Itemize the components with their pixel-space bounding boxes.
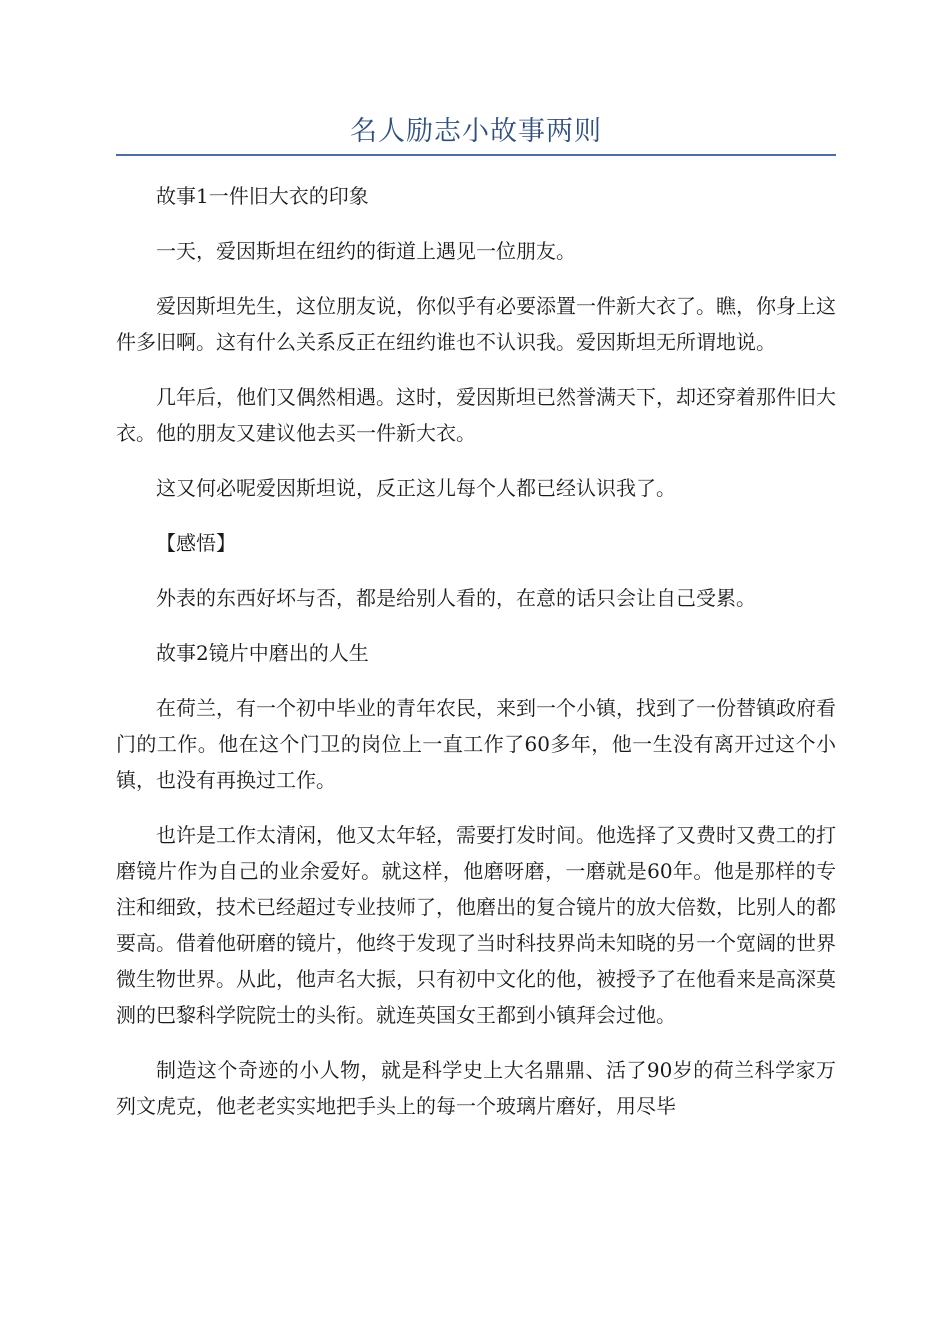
document-body xyxy=(116,178,836,1143)
paragraph: 在荷兰，有一个初中毕业的青年农民，来到一个小镇，找到了一份替镇政府看门的工作。他在这个门卫的岗位上一直工作了60多年，他一生没有离开过这个小镇，也没有再换过工作。 xyxy=(116,696,836,792)
story-1-heading: 故事1一件旧大衣的印象 xyxy=(156,184,369,208)
paragraph: 也许是工作太清闲，他又太年轻，需要打发时间。他选择了又费时又费工的打磨镜片作为自己的业余爱好。就这样，他磨呀磨，一磨就是60年。他是那样的专注和细致，技术已经超过专业技师了，他磨出的复合镜片的放大倍数，比别人的都要高。借着他研磨的镜片，他终于发现了当时科技界尚未知晓的另一个宽阔的世界微生物世界。从此，他声名大振，只有初中文化的他，被授予了在他看来是高深莫测的巴黎科学院院士的头衔。就连英国女王都到小镇拜会过他。 xyxy=(116,823,836,1027)
paragraph: 爱因斯坦先生，这位朋友说，你似乎有必要添置一件新大衣了。瞧，你身上这件多旧啊。这有什么关系反正在纽约谁也不认识我。爱因斯坦无所谓地说。 xyxy=(116,294,836,354)
paragraph: 制造这个奇迹的小人物，就是科学史上大名鼎鼎、活了90岁的荷兰科学家万列文虎克，他老老实实地把手头上的每一个玻璃片磨好，用尽毕 xyxy=(116,1058,836,1118)
page-title: 名人励志小故事两则 xyxy=(350,116,602,147)
paragraph: 外表的东西好坏与否，都是给别人看的，在意的话只会让自己受累。 xyxy=(156,586,756,610)
insight-heading: 【感悟】 xyxy=(156,531,236,555)
story-2-heading: 故事2镜片中磨出的人生 xyxy=(156,641,369,665)
title-underline xyxy=(116,154,836,156)
paragraph: 这又何必呢爱因斯坦说，反正这儿每个人都已经认识我了。 xyxy=(156,476,676,500)
paragraph: 几年后，他们又偶然相遇。这时，爱因斯坦已然誉满天下，却还穿着那件旧大衣。他的朋友又建议他去买一件新大衣。 xyxy=(116,385,836,445)
paragraph: 一天，爱因斯坦在纽约的街道上遇见一位朋友。 xyxy=(156,239,576,263)
